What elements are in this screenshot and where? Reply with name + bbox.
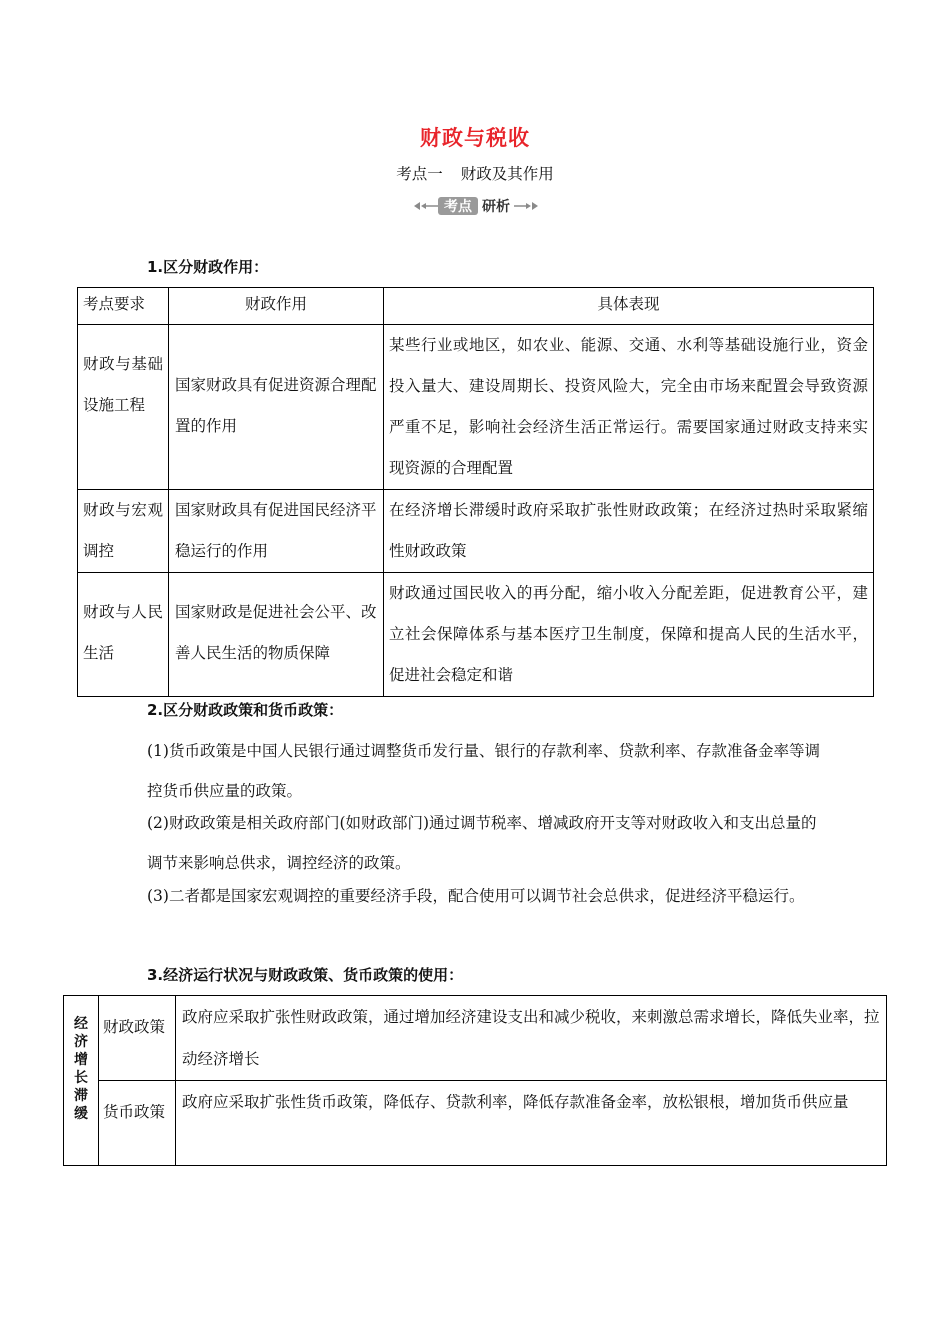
paragraph-item: (3)二者都是国家宏观调控的重要经济手段，配合使用可以调节社会总供求，促进经济平稳运行。	[147, 887, 805, 905]
table-row	[78, 573, 874, 697]
detail-cell: 财政通过国民收入的再分配，缩小收入分配差距，促进教育公平，建立社会保障体系与基本医疗卫生制度，保障和提高人民的生活水平，促进社会稳定和谐	[384, 573, 874, 697]
role-cell: 国家财政是促进社会公平、改善人民生活的物质保障	[169, 573, 384, 697]
table-row	[64, 1081, 887, 1166]
header-cell: 财政作用	[169, 288, 384, 325]
policy-cell: 财政政策	[99, 996, 176, 1081]
role-cell: 国家财政具有促进国民经济平稳运行的作用	[169, 490, 384, 573]
section3-heading: 3.经济运行状况与财政政策、货币政策的使用：	[147, 966, 464, 984]
page-title: 财政与税收	[420, 125, 530, 150]
subtitle	[0, 162, 950, 184]
paragraph-item: (2)财政政策是相关政府部门(如财政部门)通过调节税率、增减政府开支等对财政收入和支出总量的调节来影响总供求，调控经济的政策。	[147, 814, 817, 872]
group-label-cell: 经济增长滞缓	[64, 996, 99, 1166]
table-row	[78, 325, 874, 490]
section2-heading: 2.区分财政政策和货币政策：	[147, 701, 344, 719]
detail-cell: 某些行业或地区，如农业、能源、交通、水利等基础设施行业，资金投入量大、建设周期长、投资风险大，完全由市场来配置会导致资源严重不足，影响社会经济生活正常运行。需要国家通过财政支持来实现资源的合理配置	[384, 325, 874, 490]
policy-cell: 货币政策	[99, 1081, 176, 1166]
requirement-cell: 财政与人民生活	[78, 573, 169, 697]
requirement-cell: 财政与宏观调控	[78, 490, 169, 573]
content-cell: 政府应采取扩张性财政政策，通过增加经济建设支出和减少税收，来刺激总需求增长，降低失业率，拉动经济增长	[176, 996, 887, 1081]
subtitle-part1: 考点一	[396, 165, 443, 183]
header-cell: 具体表现	[384, 288, 874, 325]
header-cell: 考点要求	[78, 288, 169, 325]
role-cell: 国家财政具有促进资源合理配置的作用	[169, 325, 384, 490]
section-badge	[410, 193, 542, 219]
detail-cell: 在经济增长滞缓时政府采取扩张性财政政策；在经济过热时采取紧缩性财政政策	[384, 490, 874, 573]
paragraph-item: (1)货币政策是中国人民银行通过调整货币发行量、银行的存款利率、贷款利率、存款准备金率等调控货币供应量的政策。	[147, 742, 820, 800]
badge-label-1: 考点	[444, 199, 472, 215]
finance-roles-table	[77, 287, 874, 697]
table-header-row	[78, 288, 874, 325]
content-cell: 政府应采取扩张性货币政策，降低存、贷款利率，降低存款准备金率，放松银根，增加货币供应量	[176, 1081, 887, 1166]
section1-heading: 1.区分财政作用：	[147, 258, 269, 276]
requirement-cell: 财政与基础设施工程	[78, 325, 169, 490]
badge-label-2: 研析	[482, 199, 510, 215]
table-row	[64, 996, 887, 1081]
table-row	[78, 490, 874, 573]
policy-table	[63, 995, 887, 1166]
subtitle-part2: 财政及其作用	[460, 165, 554, 183]
